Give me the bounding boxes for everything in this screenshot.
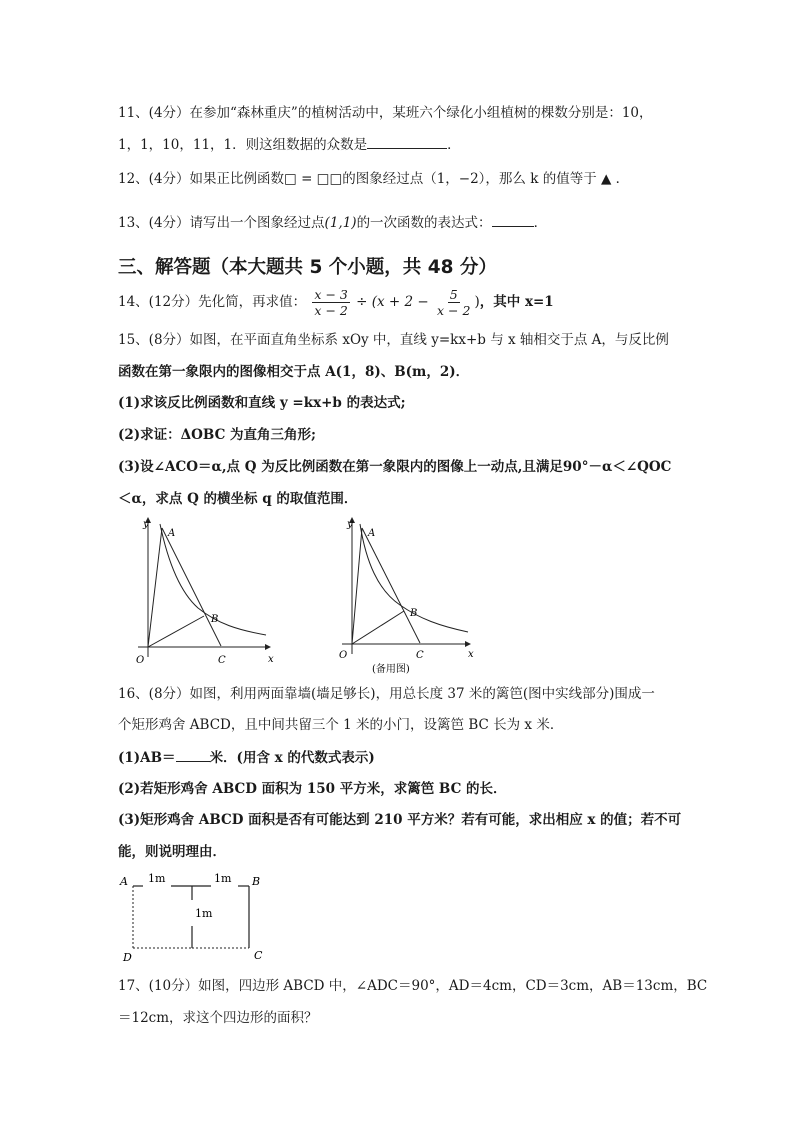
fig2-caption: (备用图)	[372, 664, 410, 675]
q15-part2: (2)求证：ΔOBC 为直角三角形;	[118, 427, 316, 443]
fig2-label-a: A	[368, 528, 376, 539]
q13-answer-blank	[492, 213, 534, 227]
fig1-label-x: x	[268, 654, 274, 665]
fig1-label-y: y	[143, 519, 149, 530]
fig3-label-c: C	[254, 949, 263, 962]
q15-backup-figure	[322, 512, 482, 677]
line-ac	[162, 528, 221, 646]
fig3-gap-label-3: 1m	[195, 907, 213, 920]
fig1-label-o: O	[136, 655, 145, 666]
fig2-label-b: B	[410, 608, 418, 619]
fig1-label-b: B	[211, 614, 219, 625]
q16-line2: 个矩形鸡舍 ABCD，且中间共留三个 1 米的小门，设篱笆 BC 长为 x 米．	[118, 717, 564, 733]
q11-answer-blank	[367, 135, 447, 149]
q17-line2: ＝12cm，求这个四边形的面积？	[118, 1010, 318, 1026]
q11-line2-text: 1，1，10，11，1．则这组数据的众数是	[118, 137, 368, 153]
q13-end: ．	[533, 215, 548, 231]
q15-line1: 15、(8分）如图，在平面直角坐标系 xOy 中，直线 y=kx+b 与 x 轴相交于点 A，与反比例	[118, 332, 669, 348]
segment-ob	[352, 611, 404, 644]
q16-answer-blank	[176, 748, 210, 762]
q16-part1	[118, 748, 375, 767]
segment-oa	[352, 528, 362, 644]
q13-pre: 13、(4分）请写出一个图象经过点	[118, 215, 325, 231]
fig3-gap-label-2: 1m	[214, 872, 232, 885]
q14-pre: 14、(12分）先化简，再求值：	[118, 294, 307, 310]
section-3-title: 三、解答题（本大题共 5 个小题，共 48 分）	[118, 257, 497, 278]
q14-frac1-num: x − 3	[314, 287, 348, 302]
fig2-label-y: y	[347, 519, 353, 530]
fig1-label-a: A	[168, 528, 176, 539]
q15-line2: 函数在第一象限内的图像相交于点 A(1，8)、B(m，2)．	[118, 364, 470, 380]
q14-mid: (x + 2 −	[371, 294, 429, 310]
q14-frac2-den: x − 2	[437, 303, 471, 318]
q14-frac1	[312, 287, 349, 318]
q11-line2	[118, 135, 461, 154]
q14-frac1-den: x − 2	[314, 303, 348, 318]
fig2-label-c: C	[416, 650, 424, 661]
fig3-label-b: B	[252, 875, 261, 888]
q15-part3-line1: (3)设∠ACO＝α,点 Q 为反比例函数在第一象限内的图像上一动点,且满足90°－α＜∠QOC	[118, 459, 672, 475]
q14-line	[118, 285, 554, 321]
q16-line1: 16、(8分）如图，利用两面靠墙(墙足够长)，用总长度 37 米的篱笆(图中实线部分)围成一	[118, 686, 655, 702]
q14-op: ÷	[356, 294, 368, 310]
q16-part2: (2)若矩形鸡舍 ABCD 面积为 150 平方米，求篱笆 BC 的长．	[118, 781, 507, 797]
q15-figure	[118, 512, 288, 672]
q12-text: 12、(4分）如果正比例函数□ = □□的图象经过点（1，−2），那么 k 的值等于 ▲ ．	[118, 171, 630, 187]
segment-ob	[148, 616, 204, 647]
q14-frac2	[435, 287, 472, 318]
fig3-gap-label-1: 1m	[148, 872, 166, 885]
q17-line1: 17、(10分）如图，四边形 ABCD 中，∠ADC＝90°，AD＝4cm，CD＝3cm，AB＝13cm，BC	[118, 978, 708, 994]
q13-point: (1,1)	[324, 215, 357, 231]
q16-figure	[116, 868, 276, 964]
q11-line1: 11、(4分）在参加“森林重庆”的植树活动中，某班六个绿化小组植树的棵数分别是：10，	[118, 105, 653, 121]
fig2-label-o: O	[339, 650, 348, 661]
q13-post: 的一次函数的表达式：	[356, 215, 492, 231]
q14-post: ，其中 x=1	[479, 294, 554, 310]
fig3-label-a: A	[120, 875, 128, 888]
q16-part1-post: 米．(用含 x 的代数式表示)	[209, 750, 375, 766]
q15-part1: (1)求该反比例函数和直线 y =kx+b 的表达式;	[118, 395, 406, 411]
q14-frac2-num: 5	[449, 287, 458, 302]
q16-part1-pre: (1)AB＝	[118, 750, 176, 766]
segment-oa	[148, 528, 162, 647]
q13-line	[118, 213, 547, 232]
q16-part3-line2: 能，则说明理由．	[118, 844, 226, 860]
q14-close: )	[474, 294, 480, 310]
fig1-label-c: C	[218, 655, 226, 666]
fig3-label-d: D	[123, 951, 132, 964]
q15-part3-line2: ＜α，求点 Q 的横坐标 q 的取值范围．	[118, 491, 358, 507]
fig2-label-x: x	[468, 649, 474, 660]
q11-end: ．	[447, 137, 461, 153]
q16-part3-line1: (3)矩形鸡舍 ABCD 面积是否有可能达到 210 平方米？若有可能，求出相应 x 的值；若不可	[118, 812, 682, 828]
line-ac	[362, 528, 420, 643]
